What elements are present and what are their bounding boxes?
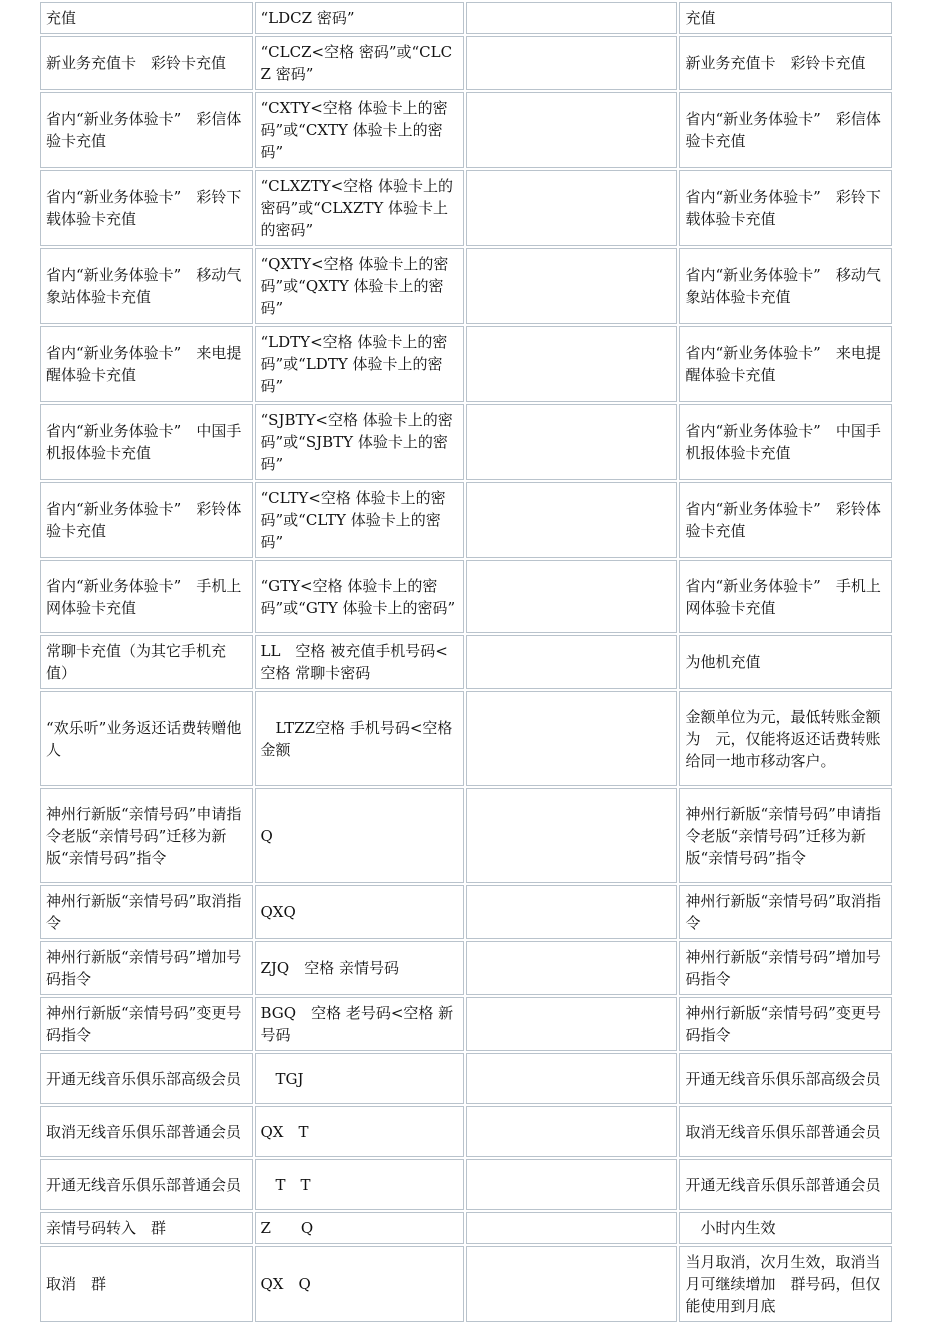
- service-name: 新业务充值卡 彩铃卡充值: [46, 54, 227, 72]
- description-cell: [679, 560, 892, 633]
- table-row: [40, 941, 892, 995]
- service-name-cell: [40, 36, 253, 90]
- command-text: “CLTY<空格 体验卡上的密码”或“CLTY 体验卡上的密码”: [260, 489, 446, 551]
- command-text: “CLCZ<空格 密码”或“CLCZ 密码”: [260, 43, 453, 83]
- command-cell: [255, 404, 464, 480]
- command-text: LL 空格 被充值手机号码<空格 常聊卡密码: [260, 642, 448, 682]
- service-name-cell: [40, 482, 253, 558]
- service-name: 省内“新业务体验卡” 手机上网体验卡充值: [46, 576, 242, 617]
- command-cell: [255, 788, 464, 883]
- service-name: 开通无线音乐俱乐部普通会员: [46, 1175, 242, 1194]
- command-text: QXQ: [260, 903, 296, 921]
- description-cell: [679, 36, 892, 90]
- description-cell: [679, 326, 892, 402]
- table-body: [40, 2, 892, 1322]
- service-name-cell: [40, 997, 253, 1051]
- table-row: [40, 248, 892, 324]
- service-name: 神州行新版“亲情号码”变更号码指令: [46, 1004, 242, 1044]
- command-text: LTZZ空格 手机号码<空格 金额: [260, 718, 453, 759]
- service-name-cell: [40, 1106, 253, 1157]
- service-name-cell: [40, 404, 253, 480]
- description-text: 省内“新业务体验卡” 彩铃体验卡充值: [685, 500, 881, 540]
- description-cell: [679, 941, 892, 995]
- command-text: Q: [260, 826, 273, 845]
- service-name-cell: [40, 691, 253, 786]
- service-name-cell: [40, 326, 253, 402]
- service-name-cell: [40, 885, 253, 939]
- service-name: 充值: [46, 9, 77, 27]
- table-row: [40, 885, 892, 939]
- description-text: 省内“新业务体验卡” 移动气象站体验卡充值: [685, 266, 881, 306]
- description-text: 省内“新业务体验卡” 手机上网体验卡充值: [685, 576, 881, 617]
- service-name: 神州行新版“亲情号码”增加号码指令: [46, 948, 242, 988]
- command-cell: [255, 941, 464, 995]
- command-cell: [255, 885, 464, 939]
- description-text: 新业务充值卡 彩铃卡充值: [685, 54, 866, 72]
- service-name-cell: [40, 1159, 253, 1210]
- table-row: [40, 1212, 892, 1244]
- note-cell: [466, 248, 678, 324]
- table-row: [40, 560, 892, 633]
- service-name-cell: [40, 248, 253, 324]
- table-row: [40, 170, 892, 246]
- command-cell: [255, 1246, 464, 1322]
- service-name: 取消 群: [46, 1275, 107, 1293]
- note-cell: [466, 326, 678, 402]
- service-name-cell: [40, 941, 253, 995]
- service-name: 省内“新业务体验卡” 彩信体验卡充值: [46, 110, 242, 150]
- command-cell: [255, 1159, 464, 1210]
- command-text: ZJQ 空格 亲情号码: [260, 959, 400, 977]
- command-text: “LDTY<空格 体验卡上的密码”或“LDTY 体验卡上的密码”: [260, 333, 448, 395]
- command-text: TGJ: [260, 1069, 304, 1088]
- note-cell: [466, 691, 678, 786]
- service-name: 省内“新业务体验卡” 来电提醒体验卡充值: [46, 344, 242, 384]
- description-text: 神州行新版“亲情号码”变更号码指令: [685, 1004, 881, 1044]
- command-cell: [255, 326, 464, 402]
- note-cell: [466, 1106, 678, 1157]
- note-cell: [466, 885, 678, 939]
- note-cell: [466, 1246, 678, 1322]
- service-name-cell: [40, 1212, 253, 1244]
- command-text: QX T: [260, 1122, 309, 1141]
- service-name: 省内“新业务体验卡” 彩铃体验卡充值: [46, 500, 242, 540]
- note-cell: [466, 1159, 678, 1210]
- description-text: 省内“新业务体验卡” 来电提醒体验卡充值: [685, 344, 881, 384]
- note-cell: [466, 170, 678, 246]
- table-row: [40, 691, 892, 786]
- table-row: [40, 1053, 892, 1104]
- service-name-cell: [40, 560, 253, 633]
- service-name: 省内“新业务体验卡” 彩铃下载体验卡充值: [46, 188, 242, 228]
- table-row: [40, 326, 892, 402]
- service-name-cell: [40, 635, 253, 689]
- command-cell: [255, 691, 464, 786]
- command-cell: [255, 482, 464, 558]
- service-name: 省内“新业务体验卡” 中国手机报体验卡充值: [46, 422, 242, 462]
- service-name: 开通无线音乐俱乐部高级会员: [46, 1069, 242, 1088]
- command-text: “GTY<空格 体验卡上的密码”或“GTY 体验卡上的密码”: [260, 576, 456, 617]
- description-text: 开通无线音乐俱乐部高级会员: [685, 1069, 881, 1088]
- description-cell: [679, 1212, 892, 1244]
- description-text: 神州行新版“亲情号码”增加号码指令: [685, 948, 881, 988]
- table-row: [40, 1106, 892, 1157]
- description-cell: [679, 248, 892, 324]
- sms-command-table: [38, 0, 894, 1324]
- service-name-cell: [40, 170, 253, 246]
- service-name-cell: [40, 2, 253, 34]
- description-cell: [679, 1053, 892, 1104]
- service-name: 常聊卡充值（为其它手机充值）: [46, 642, 227, 682]
- command-text: “SJBTY<空格 体验卡上的密码”或“SJBTY 体验卡上的密码”: [260, 411, 453, 473]
- table-row: [40, 788, 892, 883]
- table-row: [40, 1246, 892, 1322]
- command-cell: [255, 560, 464, 633]
- note-cell: [466, 635, 678, 689]
- command-text: BGQ 空格 老号码<空格 新号码: [260, 1004, 454, 1044]
- description-text: 为他机充值: [685, 653, 761, 671]
- command-cell: [255, 170, 464, 246]
- command-cell: [255, 248, 464, 324]
- description-cell: [679, 635, 892, 689]
- service-name: 神州行新版“亲情号码”取消指令: [46, 892, 242, 932]
- table-row: [40, 1159, 892, 1210]
- note-cell: [466, 36, 678, 90]
- table-row: [40, 635, 892, 689]
- note-cell: [466, 482, 678, 558]
- service-name-cell: [40, 1053, 253, 1104]
- description-cell: [679, 1106, 892, 1157]
- description-text: 开通无线音乐俱乐部普通会员: [685, 1175, 881, 1194]
- description-cell: [679, 404, 892, 480]
- command-cell: [255, 635, 464, 689]
- command-text: QX Q: [260, 1275, 311, 1293]
- description-cell: [679, 1246, 892, 1322]
- service-name: 取消无线音乐俱乐部普通会员: [46, 1122, 242, 1141]
- note-cell: [466, 560, 678, 633]
- service-name: 省内“新业务体验卡” 移动气象站体验卡充值: [46, 266, 242, 306]
- command-text: “QXTY<空格 体验卡上的密码”或“QXTY 体验卡上的密码”: [260, 255, 449, 317]
- service-name-cell: [40, 1246, 253, 1322]
- description-cell: [679, 170, 892, 246]
- description-cell: [679, 788, 892, 883]
- table-row: [40, 997, 892, 1051]
- description-text: 小时内生效: [685, 1219, 776, 1237]
- service-name: 亲情号码转入 群: [46, 1219, 167, 1237]
- command-cell: [255, 997, 464, 1051]
- command-cell: [255, 1212, 464, 1244]
- description-cell: [679, 885, 892, 939]
- description-text: 省内“新业务体验卡” 彩信体验卡充值: [685, 110, 881, 150]
- description-text: 充值: [685, 9, 716, 27]
- table-row: [40, 92, 892, 168]
- note-cell: [466, 997, 678, 1051]
- command-cell: [255, 1053, 464, 1104]
- note-cell: [466, 404, 678, 480]
- note-cell: [466, 92, 678, 168]
- service-name-cell: [40, 92, 253, 168]
- note-cell: [466, 2, 678, 34]
- note-cell: [466, 1212, 678, 1244]
- command-text: “CLXZTY<空格 体验卡上的密码”或“CLXZTY 体验卡上的密码”: [260, 177, 453, 239]
- table-row: [40, 404, 892, 480]
- service-name-cell: [40, 788, 253, 883]
- table-row: [40, 2, 892, 34]
- command-cell: [255, 1106, 464, 1157]
- command-text: “CXTY<空格 体验卡上的密码”或“CXTY 体验卡上的密码”: [260, 99, 448, 161]
- description-cell: [679, 92, 892, 168]
- description-cell: [679, 1159, 892, 1210]
- command-cell: [255, 2, 464, 34]
- description-cell: [679, 482, 892, 558]
- command-text: “LDCZ 密码”: [260, 9, 355, 27]
- description-text: 省内“新业务体验卡” 彩铃下载体验卡充值: [685, 188, 881, 228]
- description-text: 取消无线音乐俱乐部普通会员: [685, 1122, 881, 1141]
- description-text: 省内“新业务体验卡” 中国手机报体验卡充值: [685, 422, 881, 462]
- command-text: Z Q: [260, 1219, 314, 1237]
- table-row: [40, 482, 892, 558]
- command-cell: [255, 36, 464, 90]
- note-cell: [466, 1053, 678, 1104]
- description-cell: [679, 997, 892, 1051]
- description-text: 当月取消，次月生效，取消当月可继续增加 群号码，但仅能使用到月底: [685, 1253, 881, 1315]
- service-name: 神州行新版“亲情号码”申请指令老版“亲情号码”迁移为新版“亲情号码”指令: [46, 804, 242, 867]
- description-cell: [679, 691, 892, 786]
- description-text: 神州行新版“亲情号码”申请指令老版“亲情号码”迁移为新版“亲情号码”指令: [685, 804, 881, 867]
- note-cell: [466, 941, 678, 995]
- note-cell: [466, 788, 678, 883]
- table-row: [40, 36, 892, 90]
- description-cell: [679, 2, 892, 34]
- service-name: “欢乐听”业务返还话费转赠他人: [46, 718, 242, 759]
- command-text: T T: [260, 1175, 311, 1194]
- description-text: 神州行新版“亲情号码”取消指令: [685, 892, 881, 932]
- description-text: 金额单位为元，最低转账金额为 元，仅能将返还话费转账给同一地市移动客户。: [685, 707, 881, 770]
- command-cell: [255, 92, 464, 168]
